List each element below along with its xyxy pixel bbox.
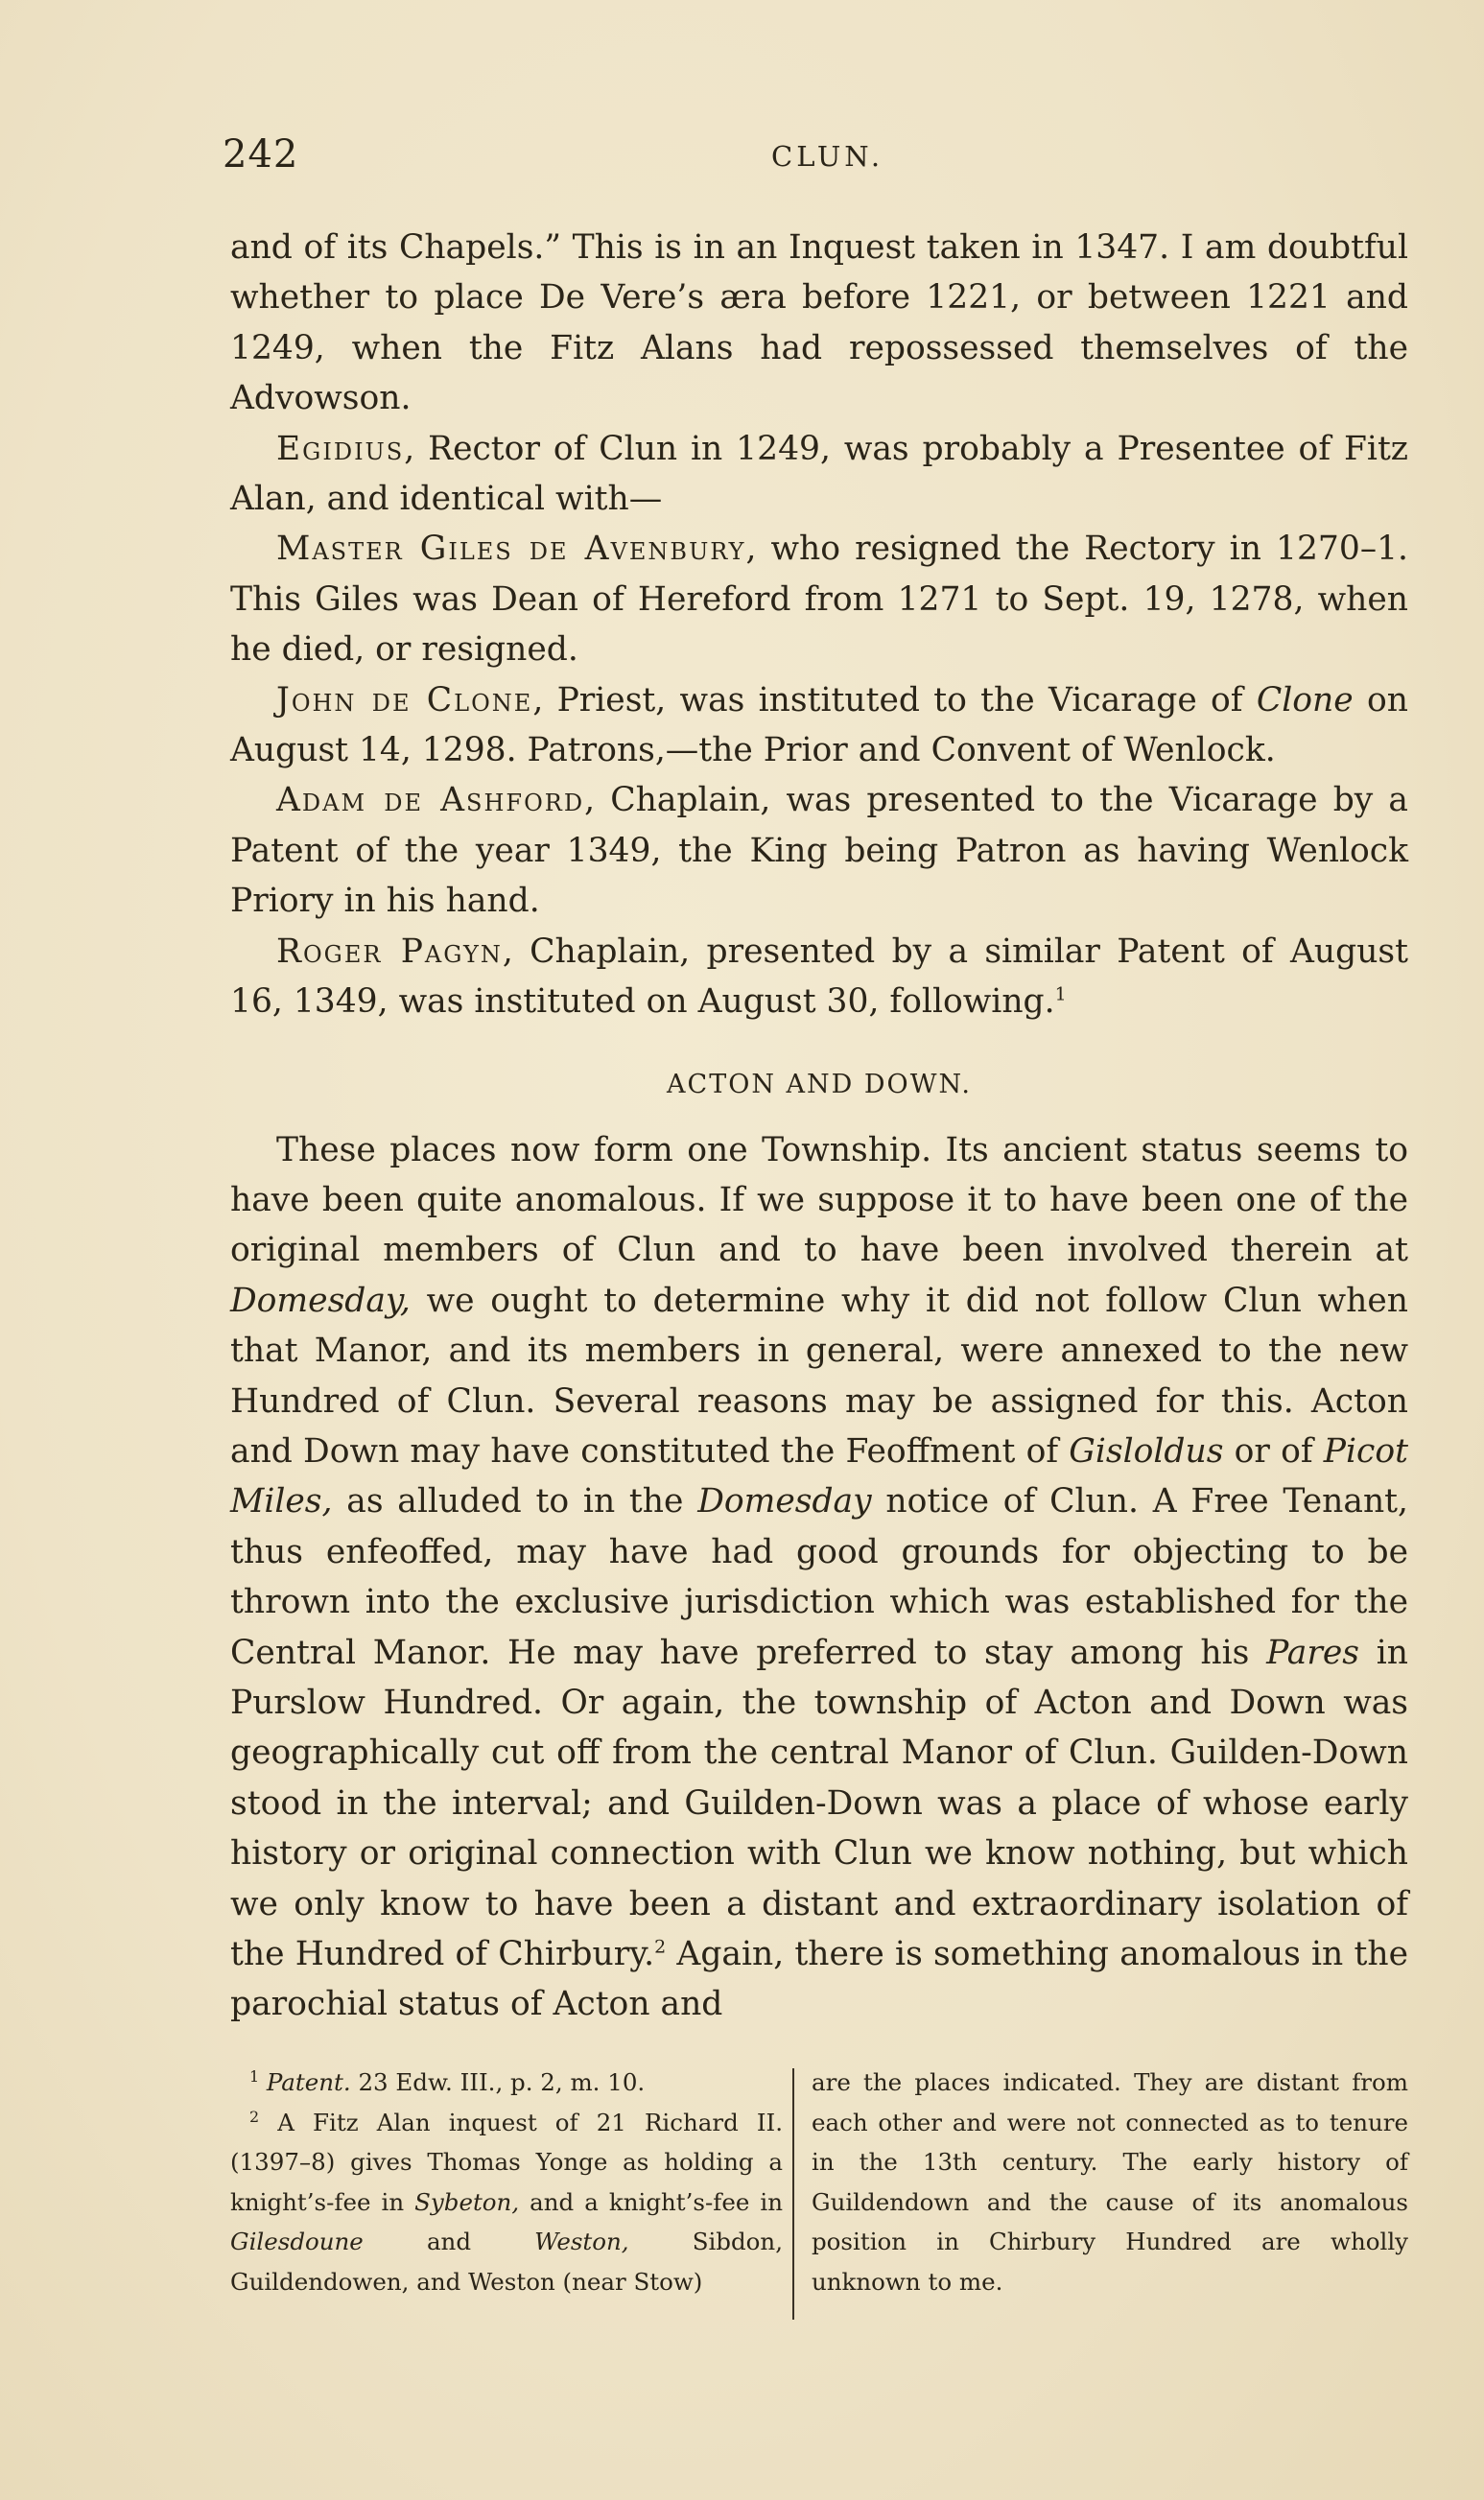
paragraph-giles: Master Giles de Avenbury, who resigned the Rectory in 1270–1. This Giles was Dean of Hereford from 1271 to Sept. 19, 1278, when he died, or resigned. [230,530,1408,670]
paragraph-1: and of its Chapels.” This is in an Inquest taken in 1347. I am doubtful whether to place De Vere’s æra before 1221, or between 1221 and 1249, when the Fitz Alans had repossessed themselves of the Advowson. [230,228,1408,418]
running-head: CLUN. [771,140,884,173]
paragraph-adam: Adam de Ashford, Chaplain, was presented to the Vicarage by a Patent of the year 1349, the King being Patron as having Wenlock Priory in his hand. [230,781,1408,921]
person-name: Adam de Ashford [276,781,585,820]
footnote-ref: 1 [1054,983,1067,1005]
footnote-ref: 2 [654,1936,667,1958]
footnote-2-continued: are the places indicated. They are distant from each other and were not connected as to tenure in the 13th century. The early history of Guildendown and the cause of its anomalous position in Chirbury Hundred are wholly unknown to me. [812,2068,1408,2296]
person-name: John de Clone [276,680,533,719]
paragraph-john: John de Clone, Priest, was instituted to the Vicarage of Clone on August 14, 1298. Patrons,—the Prior and Convent of Wenlock. [230,680,1408,770]
section-heading: ACTON AND DOWN. [667,1069,972,1099]
footnote-2: $^2$ A Fitz Alan inquest of 21 Richard II. (1397–8) gives Thomas Yonge as holding a knight’s-fee in Sybeton, and a knight’s-fee in Gilesdoune and Weston, Sibdon, Guildendowen, and Weston (near Stow) [230,2107,783,2296]
person-name: Egidius [276,429,405,468]
paragraph-egidius: Egidius, Rector of Clun in 1249, was probably a Presentee of Fitz Alan, and identical with— [230,429,1408,519]
footnotes [230,2063,1408,2341]
person-name: Roger Pagyn [276,932,503,971]
person-name: Master Giles de Avenbury [276,530,746,569]
footnotes-right-column [812,2063,1408,2301]
footnote-1: $^1$ Patent. 23 Edw. III., p. 2, m. 10. [249,2066,646,2096]
body-text [230,223,1408,2030]
footnotes-left-column [230,2063,783,2301]
paragraph-acton: These places now form one Township. Its ancient status seems to have been quite anomalous. If we suppose it to have been one of the original members of Clun and to have been involved therein at Domesday, we ought to determine why it did not follow Clun when that Manor, and its members in general, were annexed to the new Hundred of Clun. Several reasons may be assigned for this. Acton and Down may have constituted the Feoffment of Gisloldus or of Picot Miles, as alluded to in the Domesday notice of Clun. A Free Tenant, thus enfeoffed, may have had good grounds for objecting to be thrown into the exclusive jurisdiction which was established for the Central Manor. He may have preferred to stay among his Pares in Purslow Hundred. Or again, the township of Acton and Down was geographically cut off from the central Manor of Clun. Guilden-Down stood in the interval; and Guilden-Down was a place of whose early history or original connection with Clun we know nothing, but which we only know to have been a distant and extraordinary isolation of the Hundred of Chirbury.$^2$ Again, there is something anomalous in the parochial status of Acton and [230,1130,1409,2024]
paragraph-roger: Roger Pagyn, Chaplain, presented by a similar Patent of August 16, 1349, was instituted on August 30, following.$^1$ [230,932,1408,1022]
page-number: 242 [223,132,299,177]
footnote-column-divider [792,2068,794,2320]
page-header [223,132,1393,190]
